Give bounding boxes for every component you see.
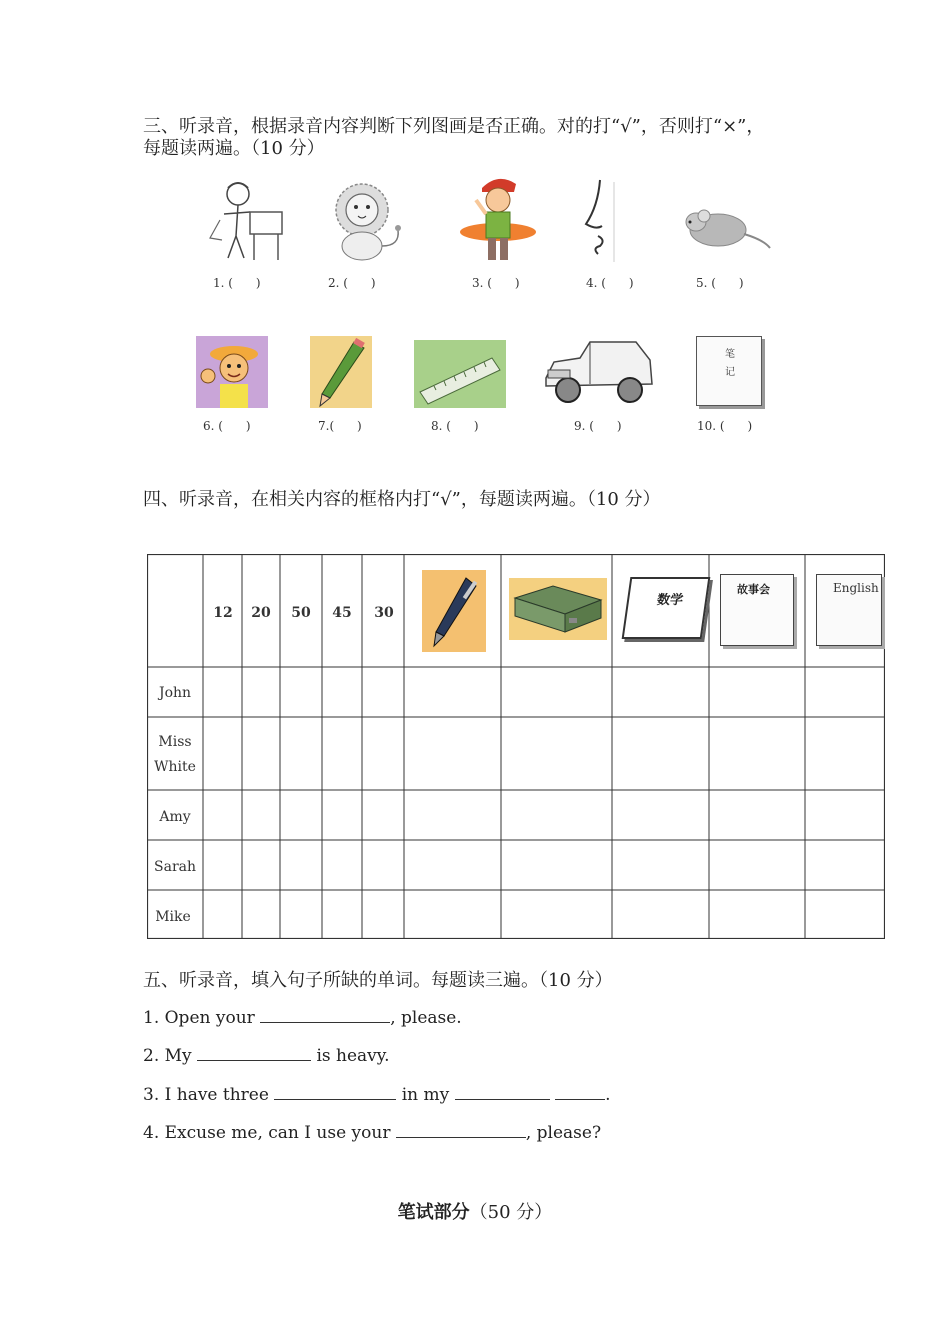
- q4-blank[interactable]: [396, 1123, 526, 1138]
- q1-text-end: , please.: [390, 1008, 462, 1028]
- q4-text-end: , please?: [525, 1123, 602, 1143]
- notebook-label-2: 记: [725, 367, 735, 378]
- grid-number-50: 50: [291, 605, 311, 621]
- picture-label-1: 1. ( ): [213, 276, 261, 290]
- section3-heading-line1: 三、听录音，根据录音内容判断下列图画是否正确。对的打“√”，否则打“×”，: [143, 116, 765, 137]
- picture-label-3: 3. ( ): [472, 276, 520, 290]
- story-book-title: 故事会: [737, 583, 770, 596]
- pencil-picture: [310, 336, 372, 408]
- grid-name-mike: Mike: [155, 909, 191, 925]
- q3-text-start: 3. I have three: [143, 1085, 269, 1105]
- q3-blank-2[interactable]: [455, 1085, 550, 1100]
- english-book-title: English: [833, 581, 879, 595]
- written-part-heading: [0, 1198, 950, 1224]
- picture-label-2: 2. ( ): [328, 276, 376, 290]
- grid-name-sarah: Sarah: [154, 859, 196, 875]
- fill-question-4: [143, 1123, 601, 1143]
- fill-question-1: [143, 1008, 462, 1028]
- girl-at-desk-picture: [200, 176, 288, 268]
- picture-label-4: 4. ( ): [586, 276, 634, 290]
- section4-heading: 四、听录音，在相关内容的框格内打“√”，每题读两遍。（10 分）: [143, 489, 661, 510]
- mouse-picture: [678, 200, 774, 260]
- lion-picture: [326, 180, 408, 264]
- waving-boy-picture: [196, 336, 268, 408]
- english-book-picture: [816, 574, 882, 646]
- grid-name-john: John: [158, 685, 192, 701]
- math-book-title: 数学: [656, 593, 685, 608]
- written-part-title: 笔试部分: [397, 1202, 470, 1223]
- math-book-picture: [622, 577, 711, 639]
- written-part-score: （50 分）: [469, 1202, 553, 1223]
- picture-label-10: 10. ( ): [697, 419, 753, 433]
- q2-blank[interactable]: [197, 1046, 311, 1061]
- q3-text-end: .: [605, 1085, 611, 1105]
- grid-name-miss: Miss: [158, 734, 192, 750]
- pencil-case-picture: [509, 578, 607, 640]
- pen-picture: [422, 570, 486, 652]
- story-book-picture: [720, 574, 794, 646]
- fill-question-3: [143, 1085, 610, 1105]
- picture-label-5: 5. ( ): [696, 276, 744, 290]
- picture-label-9: 9. ( ): [574, 419, 622, 433]
- grid-number-20: 20: [251, 605, 271, 621]
- fill-question-2: [143, 1046, 390, 1066]
- q1-blank[interactable]: [260, 1008, 390, 1023]
- q3-text-middle: in my: [401, 1085, 450, 1105]
- section5-heading: 五、听录音，填入句子所缺的单词。每题读三遍。（10 分）: [143, 970, 613, 991]
- picture-label-7: 7.( ): [318, 419, 362, 433]
- section3-heading-line2: 每题读两遍。（10 分）: [143, 138, 325, 159]
- q4-text-start: 4. Excuse me, can I use your: [143, 1123, 391, 1143]
- nose-picture: [578, 176, 630, 266]
- grid-name-white: White: [154, 759, 196, 775]
- boy-with-cap-picture: [456, 170, 540, 264]
- q3-blank-3[interactable]: [555, 1085, 605, 1100]
- q1-text-start: 1. Open your: [143, 1008, 255, 1028]
- jeep-picture: [540, 334, 658, 410]
- grid-number-30: 30: [374, 605, 394, 621]
- q2-text-end: is heavy.: [316, 1046, 390, 1066]
- picture-label-8: 8. ( ): [431, 419, 479, 433]
- q3-blank-1[interactable]: [274, 1085, 396, 1100]
- ruler-picture: [414, 340, 506, 408]
- notebook-picture: [696, 336, 762, 406]
- grid-number-12: 12: [213, 605, 233, 621]
- notebook-label-1: 笔: [725, 349, 735, 360]
- picture-label-6: 6. ( ): [203, 419, 251, 433]
- grid-name-amy: Amy: [159, 809, 191, 825]
- q2-text-start: 2. My: [143, 1046, 192, 1066]
- grid-number-45: 45: [332, 605, 352, 621]
